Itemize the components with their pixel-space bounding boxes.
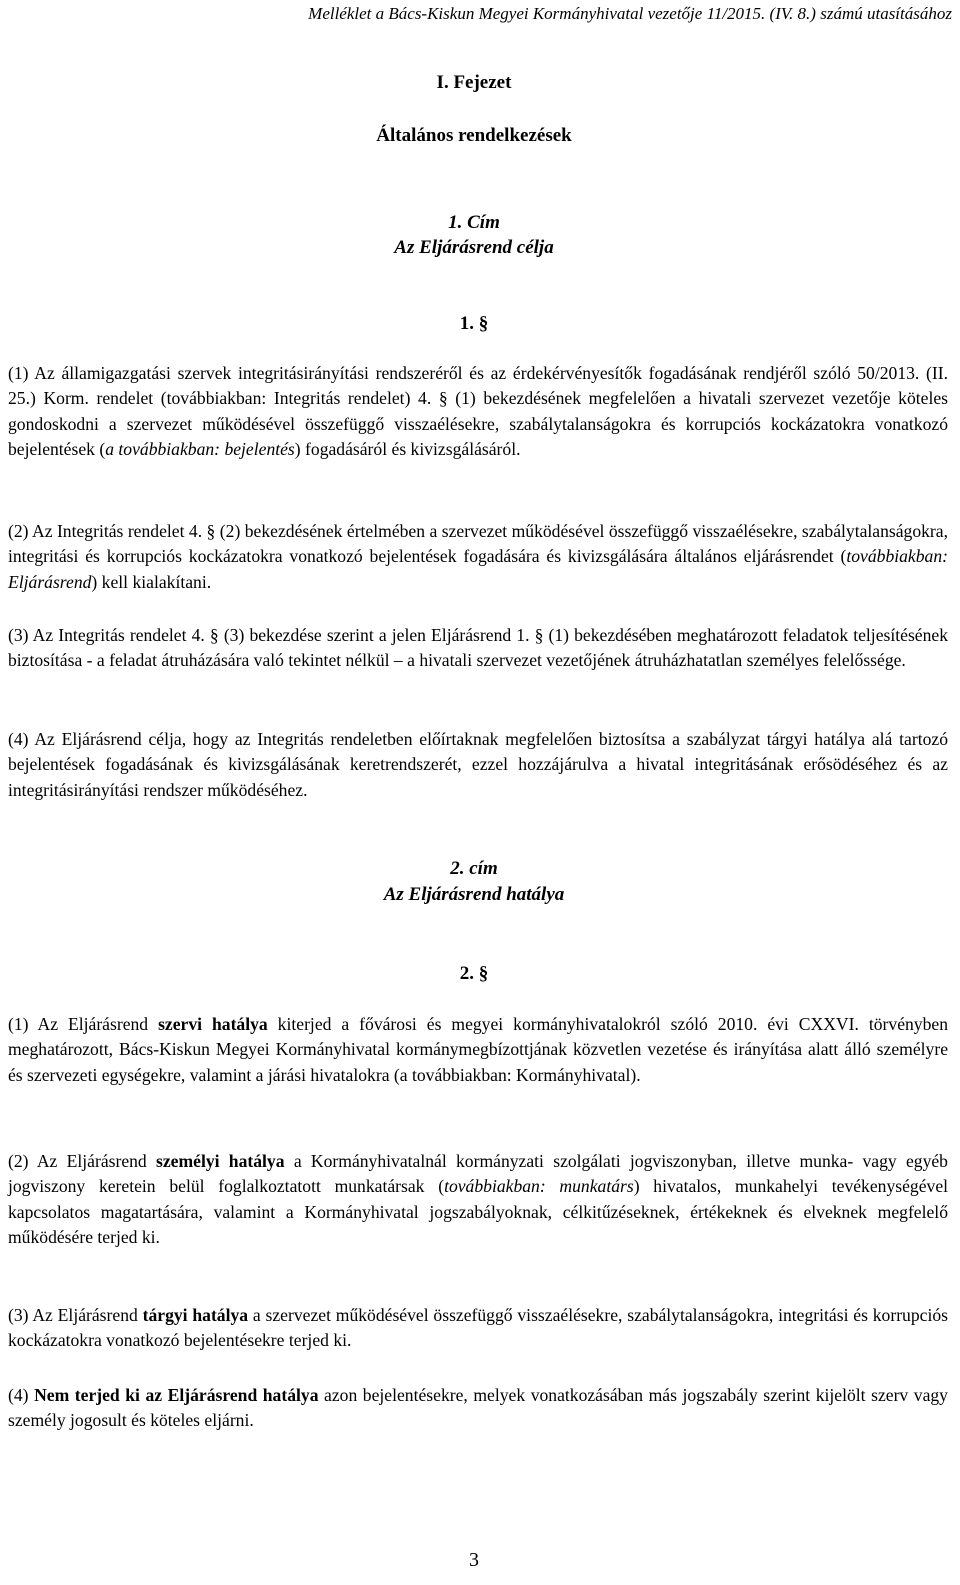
page-number: 3 xyxy=(469,1549,479,1571)
s2p2-text-c: ) hivatalos, munkahelyi tevékenységével kapcsolatos magatartására, valamint a Kormányhivatal jogszabályoknak, célkitűzéseknek, értékeknek és elveknek megfelelő működésére terjed ki. xyxy=(8,1176,949,1248)
s2p3-text-b: a szervezet működésével összefüggő visszaélésekre, szabálytalanságokra, integritási és korrupciós kockázatokra vonatkozó bejelentésekre terjed ki. xyxy=(8,1305,948,1351)
s2p4-text-a: (4) xyxy=(8,1385,35,1405)
section-1-paragraph-2 xyxy=(8,519,948,595)
s2p2-bold: személyi hatálya xyxy=(156,1151,285,1171)
s1p2-italic: továbbiakban: Eljárásrend xyxy=(8,546,948,592)
s2p1-text-a: (1) Az Eljárásrend xyxy=(8,1014,159,1034)
section-1-cim: 1. Cím xyxy=(448,212,500,233)
section-2-paragraph-1 xyxy=(8,1012,948,1088)
s2p3-text-a: (3) Az Eljárásrend xyxy=(8,1305,143,1325)
section-2-paragraph-4 xyxy=(8,1383,948,1434)
s2p1-bold: szervi hatálya xyxy=(158,1014,268,1034)
section-2-paragraph-3 xyxy=(8,1303,948,1354)
section-2-title: Az Eljárásrend hatálya xyxy=(383,884,565,905)
s2p2-text-a: (2) Az Eljárásrend xyxy=(8,1151,157,1171)
s2p2-text-b: a Kormányhivatalnál kormányzati szolgálati jogviszonyban, illetve munka- vagy egyéb jogviszony keretein belül foglalkoztatott munkatársak ( xyxy=(8,1151,948,1197)
s2p2-italic: továbbiakban: munkatárs xyxy=(444,1176,634,1197)
s1p1-text-b: ) fogadásáról és kivizsgálásáról. xyxy=(294,439,521,460)
paragraph-mark-1: 1. § xyxy=(459,313,489,334)
chapter-title: Általános rendelkezések xyxy=(376,125,572,146)
chapter-number: I. Fejezet xyxy=(436,72,512,93)
section-2-cim: 2. cím xyxy=(450,858,498,879)
paragraph-mark-2: 2. § xyxy=(459,963,489,984)
attachment-note: Melléklet a Bács-Kiskun Megyei Kormányhivatal vezetője 11/2015. (IV. 8.) számú utasításához xyxy=(308,4,952,23)
s1p1-text-a: (1) Az államigazgatási szervek integritásirányítási rendszeréről és az érdekérvényesítők fogadásának rendjéről szóló 50/2013. (II. 25.) Korm. rendelet (továbbiakban: Integritás rendelet) 4. § (1) bekezdésének megfelelően a hivatali szervezet vezetője köteles gondoskodni a szervezet működésével összefüggő visszaélésekre, szabálytalanságokra és korrupciós kockázatokra vonatkozó bejelentések ( xyxy=(8,363,948,460)
s1p2-text-b: ) kell kialakítani. xyxy=(91,571,212,592)
section-1-paragraph-1 xyxy=(8,361,948,463)
s2p4-bold: Nem terjed ki az Eljárásrend hatálya xyxy=(34,1385,319,1405)
section-1-title: Az Eljárásrend célja xyxy=(394,237,554,258)
s1p2-text-a: (2) Az Integritás rendelet 4. § (2) bekezdésének értelmében a szervezet működésével összefüggő visszaélésekre, szabálytalanságokra, integritási és korrupciós kockázatokra vonatkozó bejelentések fogadására és kivizsgálására általános eljárásrendet ( xyxy=(8,521,948,567)
s2p3-bold: tárgyi hatálya xyxy=(142,1305,249,1325)
s2p4-text-b: azon bejelentésekre, melyek vonatkozásában más jogszabály szerint kijelölt szerv vagy személy jogosult és köteles eljárni. xyxy=(8,1385,948,1431)
s1p1-italic: a továbbiakban: bejelentés xyxy=(105,439,295,460)
section-2-paragraph-2 xyxy=(8,1149,948,1251)
section-1-paragraph-3: (3) Az Integritás rendelet 4. § (3) bekezdése szerint a jelen Eljárásrend 1. § (1) bekezdésében meghatározott feladatok teljesítésének biztosítása - a feladat átruházására való tekintet nélkül – a hivatali szervezet vezetőjének átruházhatatlan személyes felelőssége. xyxy=(8,625,948,671)
section-1-paragraph-4: (4) Az Eljárásrend célja, hogy az Integritás rendeletben előírtaknak megfelelően biztosítsa a szabályzat tárgyi hatálya alá tartozó bejelentések fogadásának és kivizsgálásának keretrendszerét, ezzel hozzájárulva a hivatal integritásának erősödéséhez és az integritásirányítási rendszer működéséhez. xyxy=(8,729,948,800)
s2p1-text-b: kiterjed a fővárosi és megyei kormányhivatalokról szóló 2010. évi CXXVI. törvényben meghatározott, Bács-Kiskun Megyei Kormányhivatal kormánymegbízottjának közvetlen vezetése és irányítása alatt álló személyre és szervezeti egységekre, valamint a járási hivatalokra (a továbbiakban: Kormányhivatal). xyxy=(8,1014,948,1085)
